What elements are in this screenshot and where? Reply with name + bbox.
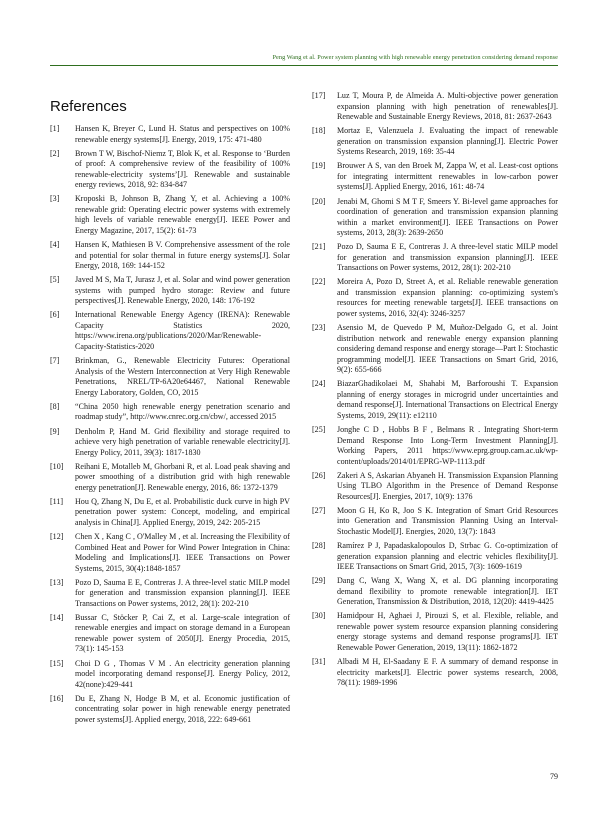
reference-text: Luz T, Moura P, de Almeida A. Multi-objective power generation expansion planning with high penetration of renewables[J]. Renewable and Sustainable Energy Reviews, 2018, 81: 2637-2643	[337, 91, 558, 121]
reference-text: Jenabi M, Ghomi S M T F, Smeers Y. Bi-level game approaches for coordination of generation and transmission expansion planning within a market environment[J]. IEEE Transactions on Power systems, 2013, 28(3): 2639-2650	[337, 196, 558, 238]
reference-item	[50, 240, 290, 272]
reference-item	[312, 657, 558, 689]
reference-text: Brouwer A S, van den Broek M, Zappa W, et al. Least-cost options for integrating intermittent renewables in low-carbon power systems[J]. Applied Energy, 2016, 161: 48-74	[337, 161, 558, 192]
reference-number: [9]	[50, 426, 60, 436]
reference-text: Denholm P, Hand M. Grid flexibility and storage required to achieve very high penetration of variable renewable electricity[J]. Energy Policy, 2011, 39(3): 1817-1830	[75, 426, 290, 457]
reference-number: [20]	[312, 196, 326, 206]
reference-number: [24]	[312, 379, 326, 389]
reference-number: [5]	[50, 275, 60, 285]
reference-item	[312, 611, 558, 653]
reference-text: Reihani E, Motalleb M, Ghorbani R, et al. Load peak shaving and power smoothing of a distribution grid with high renewable energy penetration[J]. Renewable energy, 2016, 86: 1372-1379	[75, 461, 290, 492]
reference-text: Hou Q, Zhang N, Du E, et al. Probabilistic duck curve in high PV penetration power system: Concept, modeling, and empirical analysis in China[J]. Applied Energy, 2019, 242: 205-215	[75, 496, 290, 527]
reference-text: Brown T W, Bischof-Niemz T, Blok K, et al. Response to ‘Burden of proof: A comprehensive review of the feasibility of 100% renewable-electricity systems’[J]. Renewable and sustainable energy reviews, 2018, 92: 834-847	[75, 148, 290, 190]
reference-item	[50, 462, 290, 494]
reference-text: Hansen K, Mathiesen B V. Comprehensive assessment of the role and potential for solar thermal in future energy systems[J]. Solar Energy, 2018, 169: 144-152	[75, 240, 290, 271]
reference-item	[50, 578, 290, 610]
reference-number: [14]	[50, 612, 64, 622]
reference-item	[312, 425, 558, 467]
reference-text: Ramírez P J, Papadaskalopoulos D, Strbac G. Co-optimization of generation expansion planning and electric vehicles flexibility[J]. IEEE Transactions on Smart Grid, 2015, 7(3): 1609-1619	[337, 541, 558, 572]
reference-text: Hamidpour H, Aghaei J, Pirouzi S, et al. Flexible, reliable, and renewable power system resource expansion planning considering energy storage systems and demand response programs[J]. IET Renewable Power Generation, 2019, 13(11): 1862-1872	[337, 611, 558, 652]
reference-item	[312, 242, 558, 274]
reference-text: Mortaz E, Valenzuela J. Evaluating the impact of renewable generation on transmission expansion planning[J]. Electric Power Systems Research, 2019, 169: 35-44	[337, 126, 558, 157]
reference-item	[50, 149, 290, 191]
reference-text: Bussar C, Stöcker P, Cai Z, et al. Large-scale integration of renewable energies and impact on storage demand in a European renewable power system of 2050[J]. Energy Procedia, 2015, 73(1): 145-153	[75, 612, 290, 654]
reference-text: Kroposki B, Johnson B, Zhang Y, et al. Achieving a 100% renewable grid: Operating electric power systems with extremely high levels of variable renewable energy[J]. IEEE Power and Energy Magazine, 2017, 15(2): 61-73	[75, 194, 290, 235]
reference-item	[312, 541, 558, 573]
reference-text: Moon G H, Ko R, Joo S K. Integration of Smart Grid Resources into Generation and Transmission Planning Using an Interval-Stochastic Model[J]. Energies, 2020, 13(7): 1843	[337, 505, 558, 536]
references-right-column	[312, 91, 558, 692]
reference-number: [12]	[50, 532, 64, 542]
section-title: References	[50, 98, 127, 115]
reference-number: [10]	[50, 461, 64, 471]
reference-number: [27]	[312, 505, 326, 515]
reference-number: [16]	[50, 693, 64, 703]
reference-item	[50, 194, 290, 236]
reference-item	[50, 497, 290, 529]
reference-number: [21]	[312, 242, 326, 252]
header-rule	[50, 65, 558, 66]
reference-number: [6]	[50, 310, 60, 320]
reference-item	[312, 91, 558, 123]
reference-number: [3]	[50, 194, 60, 204]
reference-text: Brinkman, G., Renewable Electricity Futures: Operational Analysis of the Western Interconnection at Very High Renewable Penetrations, NREL/TP-6A20e64467, National Renewable Energy Laboratory, Golden, CO, 2015	[75, 356, 290, 397]
reference-item	[312, 126, 558, 158]
reference-text: Du E, Zhang N, Hodge B M, et al. Economic justification of concentrating solar power in high renewable energy penetrated power systems[J]. Applied energy, 2018, 222: 649-661	[75, 693, 290, 724]
reference-number: [2]	[50, 148, 60, 158]
reference-item	[312, 197, 558, 239]
reference-number: [8]	[50, 401, 60, 411]
reference-number: [28]	[312, 541, 326, 551]
reference-item	[312, 576, 558, 608]
reference-item	[312, 471, 558, 503]
reference-item	[50, 427, 290, 459]
reference-item	[312, 323, 558, 376]
reference-item	[312, 379, 558, 421]
reference-text: Pozo D, Sauma E E, Contreras J. A three-level static MILP model for generation and transmission expansion planning[J]. IEEE Transactions on Power systems, 2012, 28(1): 202-210	[337, 242, 558, 273]
reference-number: [25]	[312, 425, 326, 434]
reference-item	[50, 124, 290, 145]
references-left-column	[50, 124, 290, 729]
reference-text: Javed M S, Ma T, Jurasz J, et al. Solar and wind power generation systems with pumped hydro storage: Review and future perspectives[J]. Renewable Energy, 2020, 148: 176-192	[75, 275, 290, 306]
reference-number: [7]	[50, 356, 60, 366]
reference-text: Dang C, Wang X, Wang X, et al. DG planning incorporating demand flexibility to promote renewable integration[J]. IET Generation, Transmission & Distribution, 2018, 12(20): 4419-4425	[337, 576, 558, 607]
reference-number: [15]	[50, 658, 64, 668]
reference-item	[50, 694, 290, 726]
page-number: 79	[550, 772, 558, 781]
reference-item	[50, 275, 290, 307]
reference-item	[312, 506, 558, 538]
reference-text: “China 2050 high renewable energy penetration scenario and roadmap study”, http://www.cnrec.org.cn/cbw/, accessed 2015	[75, 401, 290, 422]
reference-number: [19]	[312, 161, 326, 171]
reference-text: International Renewable Energy Agency (IRENA): Renewable Capacity Statistics 2020, https://www.irena.org/publications/2020/Mar/Renewable-Capacity-Statistics-2020	[75, 310, 290, 351]
reference-item	[50, 532, 290, 574]
reference-number: [11]	[50, 496, 64, 506]
reference-text: Jonghe C D , Hobbs B F , Belmans R . Integrating Short-term Demand Response Into Long-Term Investment Planning[J]. Working Papers, 2011 https://www.eprg.group.cam.ac.uk/wp-content/uploads/2014/01/EPRG-WP-1113.pdf	[337, 425, 558, 466]
reference-number: [23]	[312, 323, 326, 333]
reference-item	[50, 613, 290, 655]
reference-number: [13]	[50, 577, 64, 587]
reference-item	[50, 356, 290, 398]
reference-item	[50, 659, 290, 691]
reference-item	[312, 277, 558, 319]
reference-number: [4]	[50, 240, 60, 250]
reference-item	[50, 402, 290, 423]
reference-text: BiazarGhadikolaei M, Shahabi M, Barforoushi T. Expansion planning of energy storages in microgrid under uncertainties and demand response[J]. International Transactions on Electrical Energy Systems, 2019, 29(11): e12110	[337, 379, 558, 420]
reference-item	[50, 310, 290, 352]
reference-text: Asensio M, de Quevedo P M, Muñoz-Delgado G, et al. Joint distribution network and renewable energy expansion planning considering demand response and energy storage—Part I: Stochastic programming model[J]. IEEE Transactions on Smart Grid, 2016, 9(2): 655-666	[337, 323, 558, 375]
reference-number: [1]	[50, 124, 60, 133]
running-header: Peng Wang et al. Power system planning with high renewable energy penetration considering demand response	[272, 54, 558, 61]
reference-text: Choi D G , Thomas V M . An electricity generation planning model incorporating demand response[J]. Energy Policy, 2012, 42(none):429-441	[75, 658, 290, 689]
reference-text: Zakeri A S, Askarian Abyaneh H. Transmission Expansion Planning Using TLBO Algorithm in the Presence of Demand Response Resources[J]. Energies, 2017, 10(9): 1376	[337, 470, 558, 501]
reference-number: [31]	[312, 657, 326, 667]
reference-number: [18]	[312, 126, 326, 136]
reference-number: [29]	[312, 576, 326, 586]
reference-number: [22]	[312, 277, 326, 287]
reference-text: Hansen K, Breyer C, Lund H. Status and perspectives on 100% renewable energy systems[J]. Energy, 2019, 175: 471-480	[75, 124, 290, 144]
reference-item	[312, 161, 558, 193]
reference-number: [30]	[312, 611, 326, 621]
reference-text: Albadi M H, El-Saadany E F. A summary of demand response in electricity markets[J]. Electric power systems research, 2008, 78(11): 1989-1996	[337, 657, 558, 688]
reference-text: Moreira A, Pozo D, Street A, et al. Reliable renewable generation and transmission expansion planning: co-optimizing system's resources for meeting renewable targets[J]. IEEE transactions on power systems, 2016, 32(4): 3246-3257	[337, 277, 558, 318]
reference-number: [26]	[312, 470, 326, 480]
reference-number: [17]	[312, 91, 326, 100]
reference-text: Chen X , Kang C , O'Malley M , et al. Increasing the Flexibility of Combined Heat and Power for Wind Power Integration in China: Modeling and Implications[J]. IEEE Transactions on Power Systems, 2015, 30(4):1848-1857	[75, 532, 290, 573]
reference-text: Pozo D, Sauma E E, Contreras J. A three-level static MILP model for generation and transmission expansion planning[J]. IEEE Transactions on Power systems, 2012, 28(1): 202-210	[75, 577, 290, 608]
